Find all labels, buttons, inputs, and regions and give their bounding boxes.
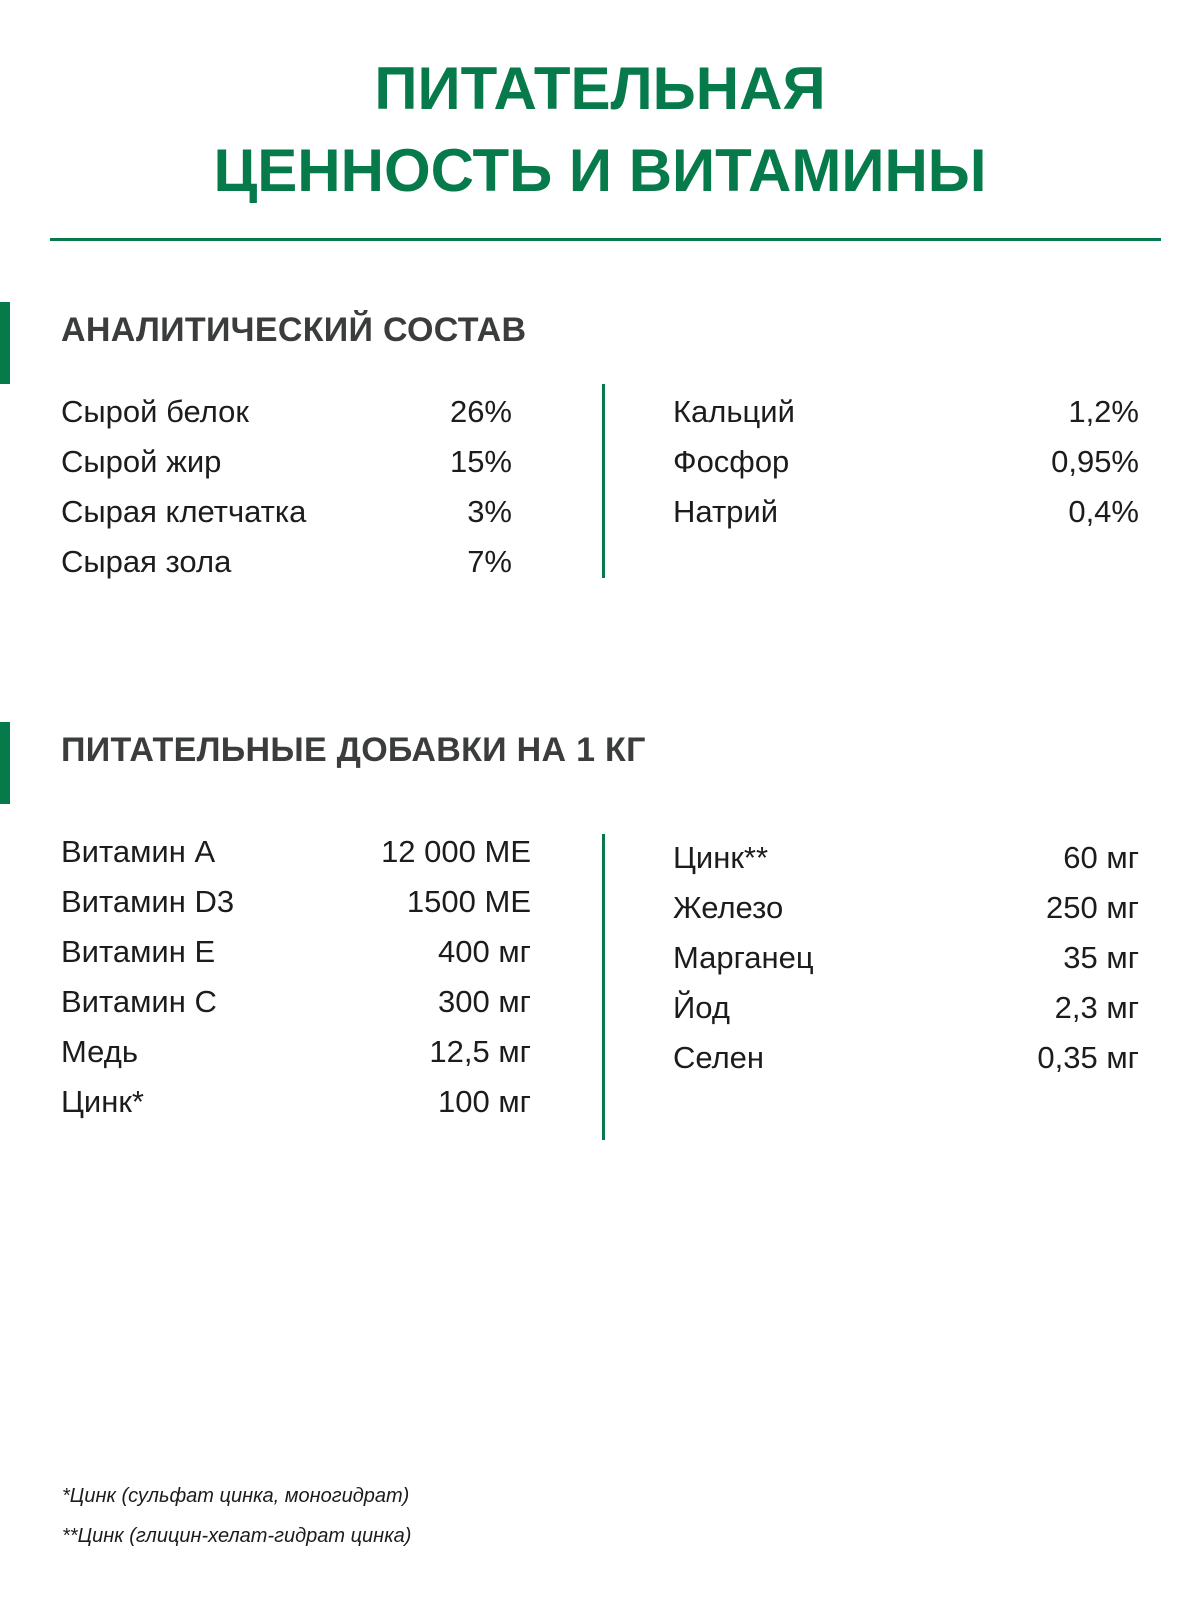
analytical-table-right bbox=[673, 387, 1139, 537]
table-row bbox=[673, 387, 1139, 437]
additive-label: Марганец bbox=[673, 940, 814, 975]
analytical-table-left bbox=[61, 387, 512, 587]
nutrient-label: Натрий bbox=[673, 494, 779, 529]
title-line-2: ЦЕННОСТЬ И ВИТАМИНЫ bbox=[213, 137, 987, 204]
column-divider bbox=[602, 834, 605, 1140]
additive-value: 12 000 МЕ bbox=[381, 834, 531, 869]
table-row bbox=[61, 1027, 531, 1077]
table-row bbox=[61, 487, 512, 537]
additive-value: 300 мг bbox=[438, 984, 531, 1019]
section-heading-additives: ПИТАТЕЛЬНЫЕ ДОБАВКИ НА 1 КГ bbox=[61, 731, 646, 769]
nutrient-value: 7% bbox=[467, 544, 512, 579]
additive-label: Селен bbox=[673, 1040, 765, 1075]
nutrient-label: Сырой белок bbox=[61, 394, 249, 429]
table-row bbox=[61, 927, 531, 977]
column-divider bbox=[602, 384, 605, 578]
table-row bbox=[673, 487, 1139, 537]
additive-label: Витамин А bbox=[61, 834, 216, 869]
table-row bbox=[673, 1033, 1139, 1083]
additive-value: 400 мг bbox=[438, 934, 531, 969]
footnote-zinc-sulfate: *Цинк (сульфат цинка, моногидрат) bbox=[62, 1485, 410, 1507]
nutrient-value: 3% bbox=[467, 494, 512, 529]
table-row bbox=[61, 387, 512, 437]
additive-label: Железо bbox=[673, 890, 784, 925]
additive-value: 250 мг bbox=[1046, 890, 1139, 925]
nutrient-value: 15% bbox=[449, 444, 512, 479]
nutrient-value: 0,4% bbox=[1068, 494, 1139, 529]
nutrient-label: Сырой жир bbox=[61, 444, 222, 479]
additives-table-left bbox=[61, 827, 531, 1127]
additives-table-right bbox=[673, 833, 1139, 1083]
additive-label: Цинк* bbox=[61, 1084, 144, 1119]
nutrient-label: Кальций bbox=[673, 394, 795, 429]
table-row bbox=[673, 883, 1139, 933]
additive-label: Витамин D3 bbox=[61, 884, 235, 919]
table-row bbox=[673, 933, 1139, 983]
table-row bbox=[61, 877, 531, 927]
table-row bbox=[673, 833, 1139, 883]
additive-value: 60 мг bbox=[1063, 840, 1139, 875]
additive-value: 1500 МЕ bbox=[406, 884, 531, 919]
additive-value: 100 мг bbox=[438, 1084, 531, 1119]
section-accent-bar bbox=[0, 722, 10, 804]
section-heading-analytical: АНАЛИТИЧЕСКИЙ СОСТАВ bbox=[61, 311, 527, 349]
section-accent-bar bbox=[0, 302, 10, 384]
page-title bbox=[0, 48, 1200, 212]
additive-label: Витамин С bbox=[61, 984, 217, 1019]
title-line-1: ПИТАТЕЛЬНАЯ bbox=[374, 55, 826, 122]
nutrient-value: 1,2% bbox=[1068, 394, 1139, 429]
table-row bbox=[673, 983, 1139, 1033]
nutrient-value: 26% bbox=[449, 394, 512, 429]
nutrient-label: Фосфор bbox=[673, 444, 790, 479]
additive-label: Витамин Е bbox=[61, 934, 216, 969]
additive-value: 2,3 мг bbox=[1054, 990, 1139, 1025]
table-row bbox=[61, 537, 512, 587]
additive-label: Медь bbox=[61, 1034, 138, 1069]
table-row bbox=[673, 437, 1139, 487]
table-row bbox=[61, 827, 531, 877]
additive-value: 0,35 мг bbox=[1037, 1040, 1139, 1075]
nutrient-label: Сырая зола bbox=[61, 544, 232, 579]
additive-value: 12,5 мг bbox=[429, 1034, 531, 1069]
additive-value: 35 мг bbox=[1063, 940, 1139, 975]
nutrient-value: 0,95% bbox=[1051, 444, 1139, 479]
table-row bbox=[61, 977, 531, 1027]
nutrient-label: Сырая клетчатка bbox=[61, 494, 307, 529]
table-row bbox=[61, 1077, 531, 1127]
title-divider bbox=[50, 238, 1161, 241]
table-row bbox=[61, 437, 512, 487]
additive-label: Йод bbox=[673, 990, 730, 1025]
footnote-zinc-glycinate: **Цинк (глицин-хелат-гидрат цинка) bbox=[62, 1525, 412, 1547]
additive-label: Цинк** bbox=[673, 840, 769, 875]
